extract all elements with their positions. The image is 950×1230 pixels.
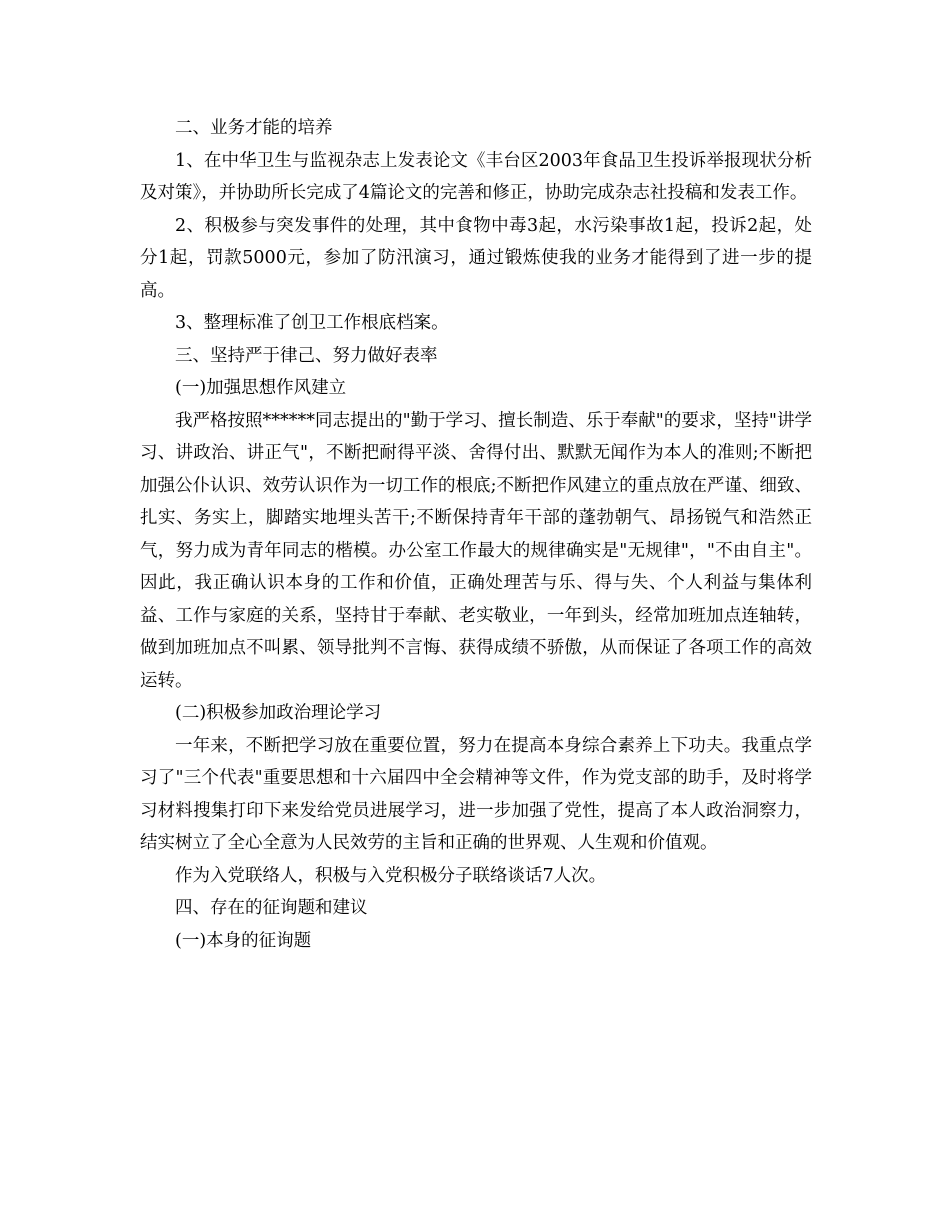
paragraph-emergency-handling: 2、积极参与突发事件的处理，其中食物中毒3起，水污染事故1起，投诉2起，处分1起，罚款5000元，参加了防汛演习，通过锻炼使我的业务才能得到了进一步的提高。 <box>140 215 812 301</box>
paragraph-party-liaison: 作为入党联络人，积极与入党积极分子联络谈话7人次。 <box>175 865 607 886</box>
section-heading-self-discipline: 三、坚持严于律己、努力做好表率 <box>175 345 438 366</box>
subheading-own-problems: (一)本身的征询题 <box>175 930 312 951</box>
paragraph-political-study: 一年来，不断把学习放在重要位置，努力在提高本身综合素养上下功夫。我重点学习了"三个代表"重要思想和十六届四中全会精神等文件，作为党支部的助手，及时将学习材料搜集打印下来发给党员进展学习，进一步加强了党性，提高了本人政治洞察力，结实树立了全心全意为人民效劳的主旨和正确的世界观、人生观和价值观。 <box>140 735 812 853</box>
paragraph-archive-organizing: 3、整理标准了创卫工作根底档案。 <box>175 313 449 333</box>
section-heading-problems-suggestions: 四、存在的征询题和建议 <box>175 898 368 918</box>
paragraph-ideology-style: 我严格按照******同志提出的"勤于学习、擅长制造、乐于奉献"的要求，坚持"讲学习、讲政治、讲正气"，不断把耐得平淡、舍得付出、默默无闻作为本人的准则;不断把加强公仆认识、效劳认识作为一切工作的根底;不断把作风建立的重点放在严谨、细致、扎实、务实上，脚踏实地埋头苦干;不断保持青年干部的蓬勃朝气、昂扬锐气和浩然正气，努力成为青年同志的楷模。办公室工作最大的规律确实是"无规律"，"不由自主"。因此，我正确认识本身的工作和价值，正确处理苦与乐、得与失、个人利益与集体利益、工作与家庭的关系，坚持甘于奉献、老实敬业，一年到头，经常加班加点连轴转，做到加班加点不叫累、领导批判不言悔、获得成绩不骄傲，从而保证了各项工作的高效运转。 <box>140 410 812 691</box>
document-page <box>140 112 812 957</box>
section-heading-business-skills: 二、业务才能的培养 <box>175 118 333 138</box>
subheading-political-study: (二)积极参加政治理论学习 <box>175 703 382 723</box>
subheading-ideology-style: (一)加强思想作风建立 <box>175 378 347 398</box>
paragraph-paper-publication: 1、在中华卫生与监视杂志上发表论文《丰台区2003年食品卫生投诉举报现状分析及对策》，并协助所长完成了4篇论文的完善和修正，协助完成杂志社投稿和发表工作。 <box>140 150 812 203</box>
